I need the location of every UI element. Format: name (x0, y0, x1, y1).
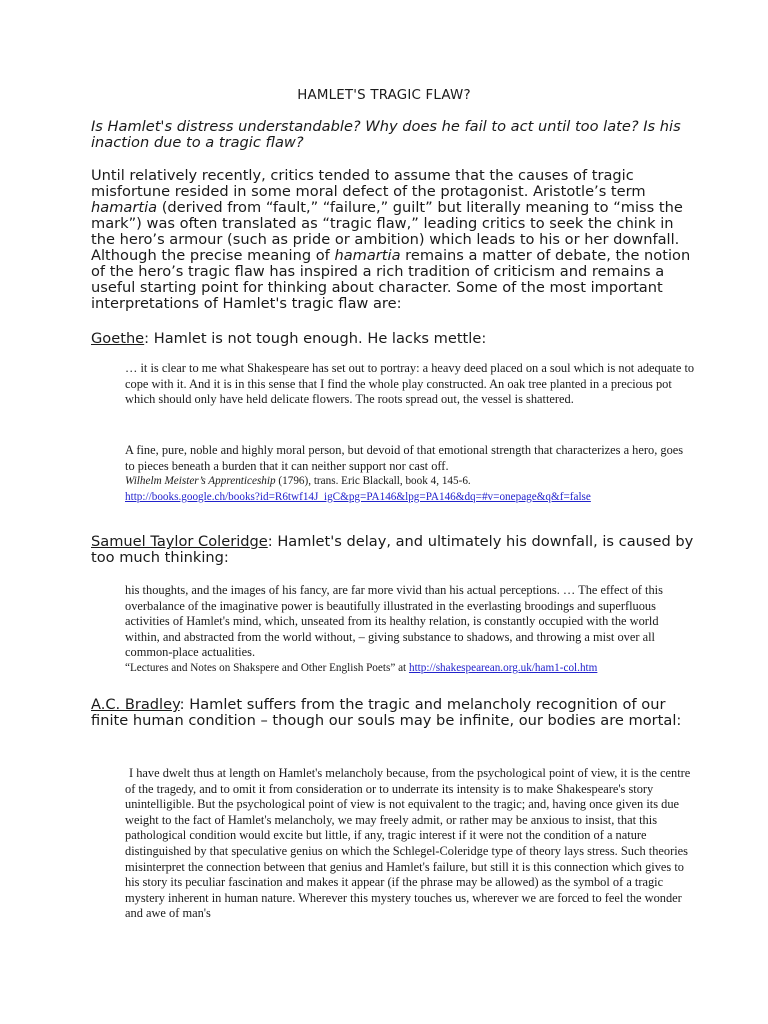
goethe-source (125, 474, 695, 490)
hamartia-term-1: hamartia (91, 199, 158, 216)
coleridge-heading (91, 534, 701, 566)
goethe-source-rest: (1796), trans. Eric Blackall, book 4, 145-6. (275, 475, 471, 488)
coleridge-source (125, 661, 695, 677)
goethe-claim: : Hamlet is not tough enough. He lacks mettle: (144, 330, 487, 347)
goethe-source-title: Wilhelm Meister’s Apprenticeship (125, 475, 276, 488)
intro-text-2: (derived from “fault,” “failure,” guilt” but literally meaning to “miss the mark”) was often translated as “tragic flaw,” leading critics to seek the chink in the hero’s armour (such as pride or ambition) which leads to his or her downfall. Although the precise meaning of (91, 199, 683, 264)
goethe-quote-2-block (125, 443, 695, 505)
goethe-quote-1: … it is clear to me what Shakespeare has set out to portray: a heavy deed placed on a soul which is not adequate to cope with it. And it is in this sense that I find the whole play constructed. An oak tree planted in a precious pot which should only have held delicate flowers. The roots spread out, the vessel is shattered. (125, 361, 695, 407)
intro-text-3: remains a matter of debate, the notion of the hero’s tragic flaw has inspired a rich tradition of criticism and remains a useful starting point for thinking about character. Some of the most important interpretations of Hamlet's tragic flaw are: (91, 247, 691, 312)
coleridge-source-link[interactable]: http://shakespearean.org.uk/ham1-col.htm (408, 661, 598, 674)
goethe-source-link[interactable]: http://books.google.ch/books?id=R6twf14J_igC&pg=PA146&lpg=PA146&dq=#v=onepage&q&f=false (125, 490, 591, 503)
goethe-name: Goethe (91, 330, 145, 347)
coleridge-quote: his thoughts, and the images of his fancy, are far more vivid than his actual perceptions. … The effect of this overbalance of the imaginative power is beautifully illustrated in the everlasting broodings and superfluous activities of Hamlet's mind, which, unseated from its healthy relation, is constantly occupied with the world within, and abstracted from the world without, – giving substance to shadows, and throwing a mist over all common-place actualities. (125, 583, 663, 660)
bradley-claim: : Hamlet suffers from the tragic and melancholy recognition of our finite human condition – though our souls may be infinite, our bodies are mortal: (91, 696, 682, 729)
goethe-heading (91, 331, 701, 347)
bradley-quote: I have dwelt thus at length on Hamlet's melancholy because, from the psychological point of view, it is the centre of the tragedy, and to omit it from consideration or to underrate its intensity is to make Shakespeare's story unintelligible. But the psychological point of view is not equivalent to the tragic; and, having once given its due weight to the fact of Hamlet's melancholy, we may freely admit, or rather may be anxious to insist, that this pathological condition would excite but little, if any, tragic interest if it were not the condition of a nature distinguished by that speculative genius on which the Schlegel-Coleridge type of theory lays stress. Such theories misinterpret the connection between that genius and Hamlet's failure, but still it is this connection which gives to his story its peculiar fascination and makes it appear (if the phrase may be allowed) as the symbol of a tragic mystery inherent in human nature. Wherever this mystery touches us, wherever we are forced to feel the wonder and awe of man's (125, 766, 691, 921)
coleridge-source-text: “Lectures and Notes on Shakspere and Other English Poets” at (125, 661, 409, 674)
intro-paragraph (91, 168, 701, 312)
goethe-quote-2: A fine, pure, noble and highly moral person, but devoid of that emotional strength that characterizes a hero, goes to pieces beneath a burden that it can neither support nor cast off. (125, 443, 684, 473)
bradley-name: A.C. Bradley (91, 696, 180, 713)
hamartia-term-2: hamartia (334, 247, 401, 264)
coleridge-claim: : Hamlet's delay, and ultimately his downfall, is caused by too much thinking: (91, 533, 694, 566)
coleridge-name: Samuel Taylor Coleridge (91, 533, 268, 550)
intro-text-1: Until relatively recently, critics tended to assume that the causes of tragic misfortune resided in some moral defect of the protagonist. Aristotle’s term (91, 167, 646, 200)
page-title: HAMLET'S TRAGIC FLAW? (297, 88, 471, 103)
coleridge-quote-block (125, 583, 695, 677)
bradley-heading (91, 697, 701, 729)
intro-question: Is Hamlet's distress understandable? Why does he fail to act until too late? Is his inaction due to a tragic flaw? (91, 118, 681, 151)
